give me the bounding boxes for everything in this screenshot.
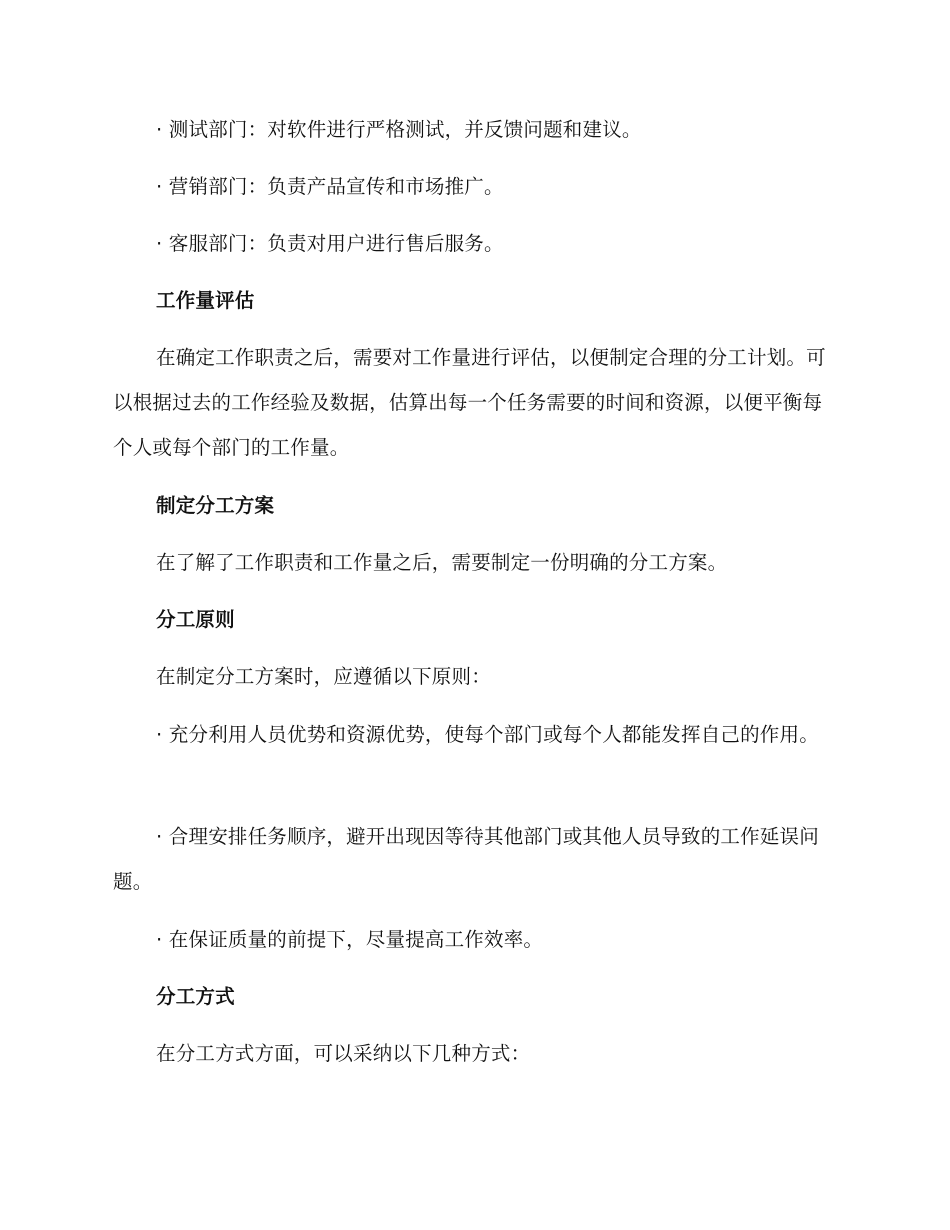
paragraph-division-plan: 在了解了工作职责和工作量之后，需要制定一份明确的分工方案。 [156, 551, 728, 574]
bullet-testing-dept: · 测试部门：对软件进行严格测试，并反馈问题和建议。 [156, 118, 642, 141]
bullet-principle-efficiency: · 在保证质量的前提下，尽量提高工作效率。 [156, 928, 544, 951]
heading-division-principles: 分工原则 [156, 608, 235, 631]
heading-division-plan: 制定分工方案 [156, 494, 275, 517]
bullet-principle-advantages: · 充分利用人员优势和资源优势，使每个部门或每个人都能发挥自己的作用。 [156, 723, 819, 746]
paragraph-division-methods: 在分工方式方面，可以采纳以下几种方式： [156, 1042, 531, 1065]
paragraph-workload-assessment: 在确定工作职责之后，需要对工作量进行评估，以便制定合理的分工计划。可以根据过去的工作经验及数据，估算出每一个任务需要的时间和资源，以便平衡每个人或每个部门的工作量。 [113, 346, 826, 459]
paragraph-division-principles: 在制定分工方案时，应遵循以下原则： [156, 665, 491, 688]
heading-workload-assessment: 工作量评估 [156, 289, 255, 312]
bullet-service-dept: · 客服部门：负责对用户进行售后服务。 [156, 232, 504, 255]
bullet-marketing-dept: · 营销部门：负责产品宣传和市场推广。 [156, 175, 504, 198]
heading-division-methods: 分工方式 [156, 985, 235, 1008]
bullet-principle-ordering: · 合理安排任务顺序，避开出现因等待其他部门或其他人员导致的工作延误问题。 [113, 825, 819, 893]
